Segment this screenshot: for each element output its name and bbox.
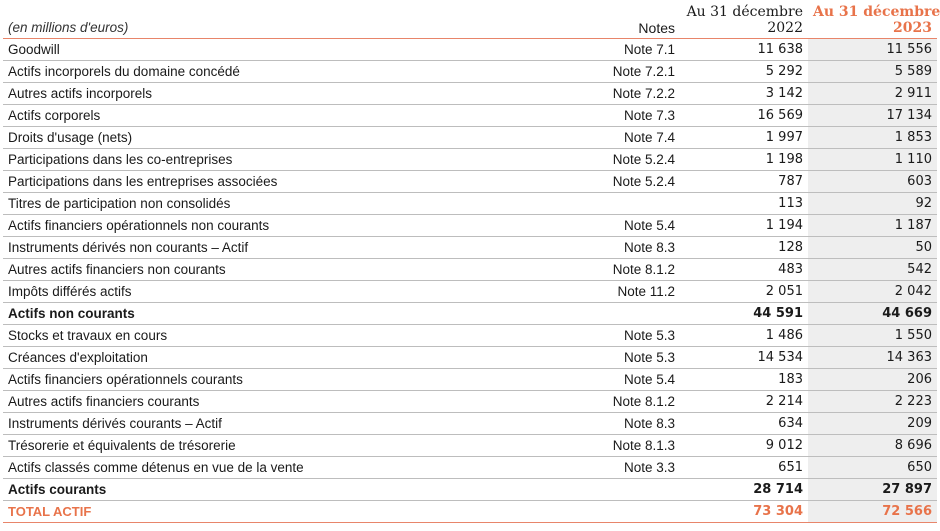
row-value-2023: 2 042 (808, 281, 937, 303)
table-row (3, 61, 937, 83)
row-value-2022: 651 (680, 457, 808, 479)
row-label: Actifs financiers opérationnels non courants (3, 215, 543, 237)
row-label: Stocks et travaux en cours (3, 325, 543, 347)
row-note: Note 11.2 (543, 281, 680, 303)
row-value-2022: 11 638 (680, 39, 808, 61)
row-label: Autres actifs incorporels (3, 83, 543, 105)
table-row (3, 281, 937, 303)
row-value-2022: 1 198 (680, 149, 808, 171)
row-value-2022: 183 (680, 369, 808, 391)
row-value-2022: 1 997 (680, 127, 808, 149)
row-note: Note 7.2.1 (543, 61, 680, 83)
table-row (3, 435, 937, 457)
row-value-2022: 113 (680, 193, 808, 215)
row-value-2023: 11 556 (808, 39, 937, 61)
row-note: Note 7.2.2 (543, 83, 680, 105)
row-note (543, 193, 680, 215)
row-label: Participations dans les co-entreprises (3, 149, 543, 171)
row-value-2023: 27 897 (808, 479, 937, 501)
row-note: Note 5.3 (543, 347, 680, 369)
column-header-2022 (680, 0, 808, 39)
row-note: Note 8.3 (543, 413, 680, 435)
table-row (3, 347, 937, 369)
row-label: Actifs non courants (3, 303, 543, 325)
table-row (3, 171, 937, 193)
row-note: Note 5.4 (543, 215, 680, 237)
table-row (3, 215, 937, 237)
row-value-2022: 14 534 (680, 347, 808, 369)
row-label: Impôts différés actifs (3, 281, 543, 303)
row-note: Note 5.3 (543, 325, 680, 347)
row-note: Note 8.3 (543, 237, 680, 259)
row-label: Goodwill (3, 39, 543, 61)
row-label: Actifs corporels (3, 105, 543, 127)
row-value-2023: 44 669 (808, 303, 937, 325)
row-label: Instruments dérivés non courants – Actif (3, 237, 543, 259)
row-label: Participations dans les entreprises associées (3, 171, 543, 193)
table-row (3, 369, 937, 391)
row-value-2023: 650 (808, 457, 937, 479)
row-value-2022: 9 012 (680, 435, 808, 457)
row-note: Note 8.1.3 (543, 435, 680, 457)
row-value-2022: 28 714 (680, 479, 808, 501)
table-row (3, 325, 937, 347)
table-row (3, 83, 937, 105)
row-value-2023: 1 110 (808, 149, 937, 171)
row-label: Droits d'usage (nets) (3, 127, 543, 149)
row-label: Autres actifs financiers courants (3, 391, 543, 413)
row-note: Note 5.2.4 (543, 149, 680, 171)
row-value-2023: 50 (808, 237, 937, 259)
row-note: Note 7.3 (543, 105, 680, 127)
row-value-2023: 542 (808, 259, 937, 281)
table-row (3, 413, 937, 435)
table-row (3, 303, 937, 325)
assets-table (3, 0, 940, 523)
row-value-2023: 8 696 (808, 435, 937, 457)
row-value-2022: 483 (680, 259, 808, 281)
row-note: Note 8.1.2 (543, 259, 680, 281)
row-value-2023: 72 566 (808, 501, 937, 523)
row-value-2023: 603 (808, 171, 937, 193)
row-note: Note 7.4 (543, 127, 680, 149)
column-header-2023-line1: Au 31 décembre (813, 4, 940, 20)
row-note: Note 3.3 (543, 457, 680, 479)
row-value-2023: 1 853 (808, 127, 937, 149)
table-row (3, 149, 937, 171)
row-value-2023: 2 911 (808, 83, 937, 105)
row-label: Actifs classés comme détenus en vue de la vente (3, 457, 543, 479)
row-value-2022: 2 051 (680, 281, 808, 303)
row-note (543, 501, 680, 523)
table-body (3, 39, 937, 523)
row-label: Trésorerie et équivalents de trésorerie (3, 435, 543, 457)
row-value-2022: 3 142 (680, 83, 808, 105)
row-note: Note 7.1 (543, 39, 680, 61)
table-row (3, 479, 937, 501)
row-label: Créances d'exploitation (3, 347, 543, 369)
row-value-2023: 1 187 (808, 215, 937, 237)
table-row (3, 105, 937, 127)
row-value-2023: 2 223 (808, 391, 937, 413)
row-value-2022: 73 304 (680, 501, 808, 523)
table-row (3, 391, 937, 413)
row-label: Actifs incorporels du domaine concédé (3, 61, 543, 83)
row-value-2023: 17 134 (808, 105, 937, 127)
row-note: Note 8.1.2 (543, 391, 680, 413)
table-row (3, 457, 937, 479)
table-row (3, 259, 937, 281)
row-label: Titres de participation non consolidés (3, 193, 543, 215)
row-note: Note 5.2.4 (543, 171, 680, 193)
row-note (543, 303, 680, 325)
row-value-2023: 206 (808, 369, 937, 391)
row-value-2022: 634 (680, 413, 808, 435)
unit-label: (en millions d'euros) (3, 0, 543, 39)
row-value-2022: 16 569 (680, 105, 808, 127)
row-value-2023: 14 363 (808, 347, 937, 369)
row-value-2023: 5 589 (808, 61, 937, 83)
table-row (3, 39, 937, 61)
balance-sheet-assets (3, 0, 940, 523)
row-value-2022: 128 (680, 237, 808, 259)
column-header-2022-line1: Au 31 décembre (686, 4, 803, 20)
row-value-2022: 1 194 (680, 215, 808, 237)
row-label: Instruments dérivés courants – Actif (3, 413, 543, 435)
row-label: Autres actifs financiers non courants (3, 259, 543, 281)
column-header-2022-year: 2022 (767, 20, 803, 36)
notes-column-header: Notes (543, 0, 680, 39)
row-label: TOTAL ACTIF (3, 501, 543, 523)
row-note: Note 5.4 (543, 369, 680, 391)
row-value-2022: 5 292 (680, 61, 808, 83)
table-row (3, 237, 937, 259)
row-value-2023: 92 (808, 193, 937, 215)
row-value-2022: 2 214 (680, 391, 808, 413)
column-header-2023 (808, 0, 940, 39)
row-value-2022: 44 591 (680, 303, 808, 325)
row-value-2023: 209 (808, 413, 937, 435)
row-note (543, 479, 680, 501)
row-value-2022: 1 486 (680, 325, 808, 347)
column-header-2023-year: 2023 (893, 20, 932, 36)
row-value-2022: 787 (680, 171, 808, 193)
table-row (3, 127, 937, 149)
row-label: Actifs financiers opérationnels courants (3, 369, 543, 391)
row-value-2023: 1 550 (808, 325, 937, 347)
table-row (3, 193, 937, 215)
table-row (3, 501, 937, 523)
row-label: Actifs courants (3, 479, 543, 501)
table-header-row (3, 0, 937, 39)
